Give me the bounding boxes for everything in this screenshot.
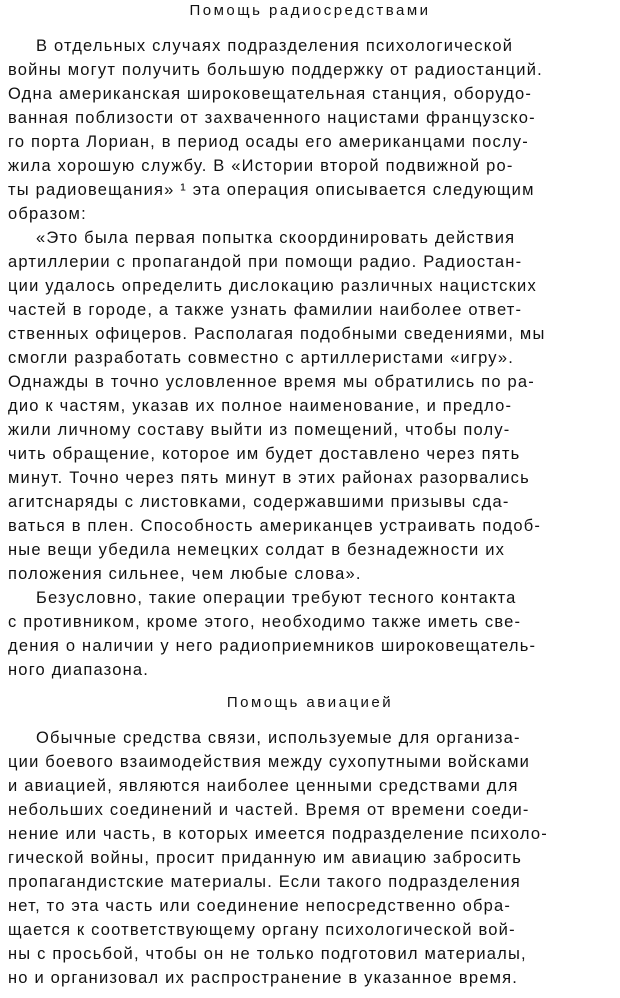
text-line: пропагандистские материалы. Если такого подразделения [8, 873, 521, 891]
text-line: гической войны, просит приданную им авиацию забросить [8, 849, 523, 867]
text-line: агитснаряды с листовками, содержавшими призывы сда- [8, 493, 510, 511]
text-line: нение или часть, в которых имеется подразделение психоло- [8, 825, 548, 843]
text-line: жила хорошую службу. В «Истории второй подвижной ро- [8, 157, 514, 175]
text-line: ны с просьбой, чтобы он не только подготовил материалы, [8, 945, 527, 963]
text-line: с противником, кроме этого, необходимо также иметь све- [8, 613, 522, 631]
text-line: Безусловно, такие операции требуют тесного контакта [36, 589, 517, 607]
text-line: ственных офицеров. Располагая подобными сведениями, мы [8, 325, 546, 343]
text-line: «Это была первая попытка скоординировать действия [36, 229, 516, 247]
text-line: дения о наличии у него радиоприемников широковещатель- [8, 637, 537, 655]
section-heading-radio: Помощь радиосредствами [189, 2, 431, 19]
text-line: ванная поблизости от захваченного нацистами французско- [8, 109, 536, 127]
text-line: го порта Лориан, в период осады его американцами послу- [8, 133, 529, 151]
text-line: Одна американская широковещательная станция, оборудо- [8, 85, 533, 103]
text-line: и авиацией, являются наиболее ценными средствами для [8, 777, 519, 795]
text-line: нет, то эта часть или соединение непосредственно обра- [8, 897, 512, 915]
section-heading-aviation: Помощь авиацией [226, 694, 394, 711]
text-line: артиллерии с пропагандой при помощи радио. Радиостан- [8, 253, 523, 271]
text-line: смогли разработать совместно с артиллеристами «игру». [8, 349, 515, 367]
text-line: положения сильнее, чем любые слова». [8, 565, 362, 583]
text-line: образом: [8, 205, 87, 223]
text-line: Обычные средства связи, используемые для организа- [36, 729, 521, 747]
text-line: В отдельных случаях подразделения психологической [36, 37, 514, 55]
text-line: щается к соответствующему органу психологической вой- [8, 921, 516, 939]
text-line: минут. Точно через пять минут в этих районах разорвались [8, 469, 530, 487]
text-line: войны могут получить большую поддержку от радиостанций. [8, 61, 543, 79]
text-line: частей в городе, а также узнать фамилии наиболее ответ- [8, 301, 523, 319]
text-line: Однажды в точно условленное время мы обратились по ра- [8, 373, 535, 391]
text-line: небольших соединений и частей. Время от времени соеди- [8, 801, 530, 819]
text-line: но и организовал их распространение в указанное время. [8, 969, 519, 987]
text-line: дио к частям, указав их полное наименование, и предло- [8, 397, 513, 415]
text-line: ции удалось определить дислокацию различных нацистских [8, 277, 537, 295]
text-line: жили личному составу выйти из помещений, чтобы полу- [8, 421, 511, 439]
text-line: ного диапазона. [8, 661, 150, 679]
text-line: ции боевого взаимодействия между сухопутными войсками [8, 753, 531, 771]
text-line: ваться в плен. Способность американцев устраивать подоб- [8, 517, 542, 535]
text-line: ные вещи убедила немецких солдат в безнадежности их [8, 541, 506, 559]
text-line: чить обращение, которое им будет доставлено через пять [8, 445, 521, 463]
text-line: ты радиовещания» ¹ эта операция описывается следующим [8, 181, 535, 199]
